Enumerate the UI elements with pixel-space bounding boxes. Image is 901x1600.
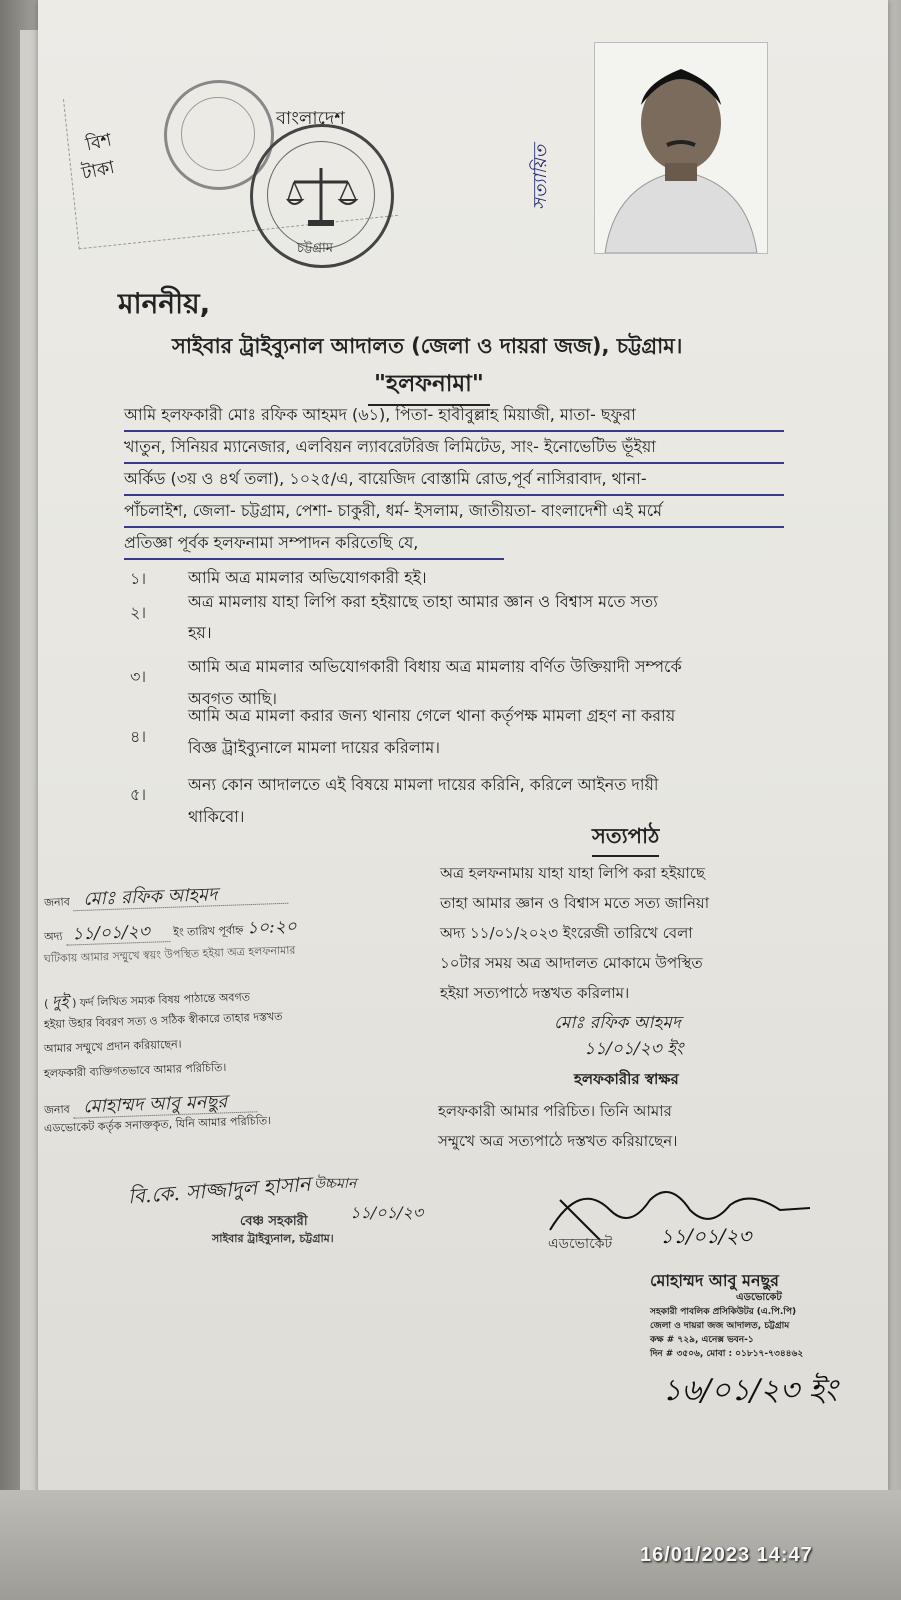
left-line: জনাব মোঃ রফিক আহমদ: [44, 878, 288, 917]
statement-text: থাকিবো।: [188, 807, 245, 826]
statement-text: অবগত আছি।: [188, 689, 277, 708]
intro-line: খাতুন, সিনিয়র ম্যানেজার, এলবিয়ন ল্যাবরেটরিজ লিমিটেড, সাং- ইনোভেটিভ ভূঁইয়া: [124, 432, 784, 464]
bench-clerk-office: সাইবার ট্রাইব্যুনাল, চট্টগ্রাম।: [212, 1232, 334, 1245]
applicant-photo: [594, 42, 768, 254]
advocate-handwritten-date: ১৬/০১/২৩ ইং: [662, 1373, 838, 1408]
statement-number: ১।: [130, 569, 147, 588]
salutation: মাননীয়,: [118, 287, 211, 320]
statement-number: ৩।: [130, 667, 147, 686]
oath-line: অত্র হলফনামায় যাহা যাহা লিপি করা হইয়াছে: [440, 864, 705, 882]
deponent-signature: মোঃ রফিক আহমদ: [554, 1013, 681, 1033]
statement-text: আমি অত্র মামলা করার জন্য থানায় গেলে থানা কর্তৃপক্ষ মামলা গ্রহণ না করায়: [188, 706, 676, 725]
statement-text: অত্র মামলায় যাহা লিপি করা হইয়াছে তাহা আমার জ্ঞান ও বিশ্বাস মতে সত্য: [188, 592, 658, 611]
statement-number: ৪।: [130, 727, 147, 746]
statement-text: হয়।: [188, 623, 212, 642]
advocate-detail: জেলা ও দায়রা জজ আদালত, চট্টগ্রাম: [650, 1321, 790, 1331]
advocate-title: এডভোকেট: [736, 1292, 782, 1303]
advocate-label: এডভোকেট: [548, 1236, 613, 1252]
camera-timestamp: 16/01/2023 14:47: [640, 1544, 813, 1566]
court-seal-icon: [250, 124, 394, 268]
stamp-value-bottom: টাকা: [79, 156, 117, 185]
stamp-value-top: বিশ: [83, 129, 114, 156]
seal-city-label: চট্টগ্রাম: [297, 241, 333, 256]
intro-paragraph: [124, 400, 784, 560]
left-line: ( দুই ) ফর্দ লিখিত সম্যক বিষয় পাঠান্তে অবগত: [43, 990, 251, 1012]
advocate-detail: কক্ষ # ৭২৯, এনেক্স ভবন-১: [650, 1335, 754, 1345]
bench-clerk-note: উচ্চমান: [314, 1176, 357, 1192]
bench-clerk-signature: বি.কে. সাজ্জাদুল হাসান: [127, 1171, 312, 1209]
person-portrait-icon: [595, 43, 767, 253]
oath-line: ১০টার সময় অত্র আদালত মোকামে উপস্থিত: [440, 954, 703, 972]
court-fee-stamp: [60, 80, 400, 260]
advocate-name: মোহাম্মদ আবু মনছুর: [650, 1271, 779, 1290]
advocate-detail: দিন # ৩৫০৬, মোবা : ০১৮১৭-৭৩৪৪৬২: [650, 1349, 804, 1359]
left-line: আমার সম্মুখে প্রদান করিয়াছেন।: [43, 1037, 182, 1056]
statement-text: বিজ্ঞ ট্রাইব্যুনালে মামলা দায়ের করিলাম।: [188, 738, 440, 757]
statement-number: ২।: [130, 603, 147, 622]
stamp-country: বাংলাদেশ: [276, 108, 345, 129]
oath-line: অদ্য ১১/০১/২০২৩ ইংরেজী তারিখে বেলা: [440, 924, 693, 942]
left-line: হলফকারী ব্যক্তিগতভাবে আমার পরিচিতি।: [43, 1060, 227, 1081]
left-line: এডভোকেট কর্তৃক সনাক্তকৃত, যিনি আমার পরিচিতি।: [43, 1114, 272, 1135]
deponent-signature-date: ১১/০১/২৩ ইং: [584, 1039, 684, 1059]
oath-line: তাহা আমার জ্ঞান ও বিশ্বাস মতে সত্য জানিয়া: [440, 894, 710, 912]
left-line: ঘটিকায় আমার সম্মুখে স্বয়ং উপস্থিত হইয়া অত্র হলফনামার: [43, 943, 296, 966]
intro-line: অর্কিড (৩য় ও ৪র্থ তলা), ১০২৫/এ, বায়েজিদ বোস্তামি রোড,পূর্ব নাসিরাবাদ, থানা-: [124, 464, 784, 496]
bench-clerk-title: বেঞ্চ সহকারী: [240, 1214, 308, 1229]
oath-heading: সত্যপাঠ: [592, 820, 659, 857]
advocate-sign-date: ১১/০১/২৩: [660, 1224, 752, 1248]
statement-text: আমি অত্র মামলার অভিযোগকারী হই।: [188, 568, 427, 587]
attestation-signature: সত্যায়িত: [530, 144, 551, 210]
bench-clerk-date: ১১/০১/২৩: [350, 1203, 424, 1222]
statement-text: অন্য কোন আদালতে এই বিষয়ে মামলা দায়ের করিনি, করিলে আইনত দায়ী: [188, 775, 659, 794]
oath-line: হইয়া সত্যপাঠে দস্তখত করিলাম।: [440, 984, 630, 1002]
intro-line: আমি হলফকারী মোঃ রফিক আহমদ (৬১), পিতা- হাবীবুল্লাহ মিয়াজী, মাতা- ছফুরা: [124, 400, 784, 432]
identification-line: সম্মুখে অত্র সত্যপাঠে দস্তখত করিয়াছেন।: [438, 1132, 678, 1150]
document-title: "হলফনামা": [368, 365, 490, 406]
court-name: সাইবার ট্রাইব্যুনাল আদালত (জেলা ও দায়রা জজ), চট্টগ্রাম।: [172, 334, 683, 358]
intro-line: প্রতিজ্ঞা পূর্বক হলফনামা সম্পাদন করিতেছি যে,: [124, 528, 504, 560]
left-line: অদ্য ১১/০১/২৩ ইং তারিখ পূর্বাহ্ন ১০:২০: [43, 916, 298, 945]
scales-of-justice-icon: [268, 142, 374, 248]
statement-number: ৫।: [130, 785, 147, 804]
identification-line: হলফকারী আমার পরিচিত। তিনি আমার: [438, 1102, 672, 1120]
advocate-detail: সহকারী পাবলিক প্রসিকিউটর (এ.পি.পি): [650, 1307, 797, 1317]
deponent-signature-label: হলফকারীর স্বাক্ষর: [574, 1070, 679, 1088]
left-line: হইয়া উহার বিবরণ সত্য ও সঠিক স্বীকারে তাহার দস্তখত: [43, 1009, 283, 1032]
statement-text: আমি অত্র মামলার অভিযোগকারী বিধায় অত্র মামলায় বর্ণিত উক্তিয়াদী সম্পর্কে: [188, 657, 682, 676]
intro-line: পাঁচলাইশ, জেলা- চট্টগ্রাম, পেশা- চাকুরী, ধর্ম- ইসলাম, জাতীয়তা- বাংলাদেশী এই মর্মে: [124, 496, 784, 528]
left-line: জনাব মোহাম্মদ আবু মনছুর: [44, 1086, 258, 1124]
